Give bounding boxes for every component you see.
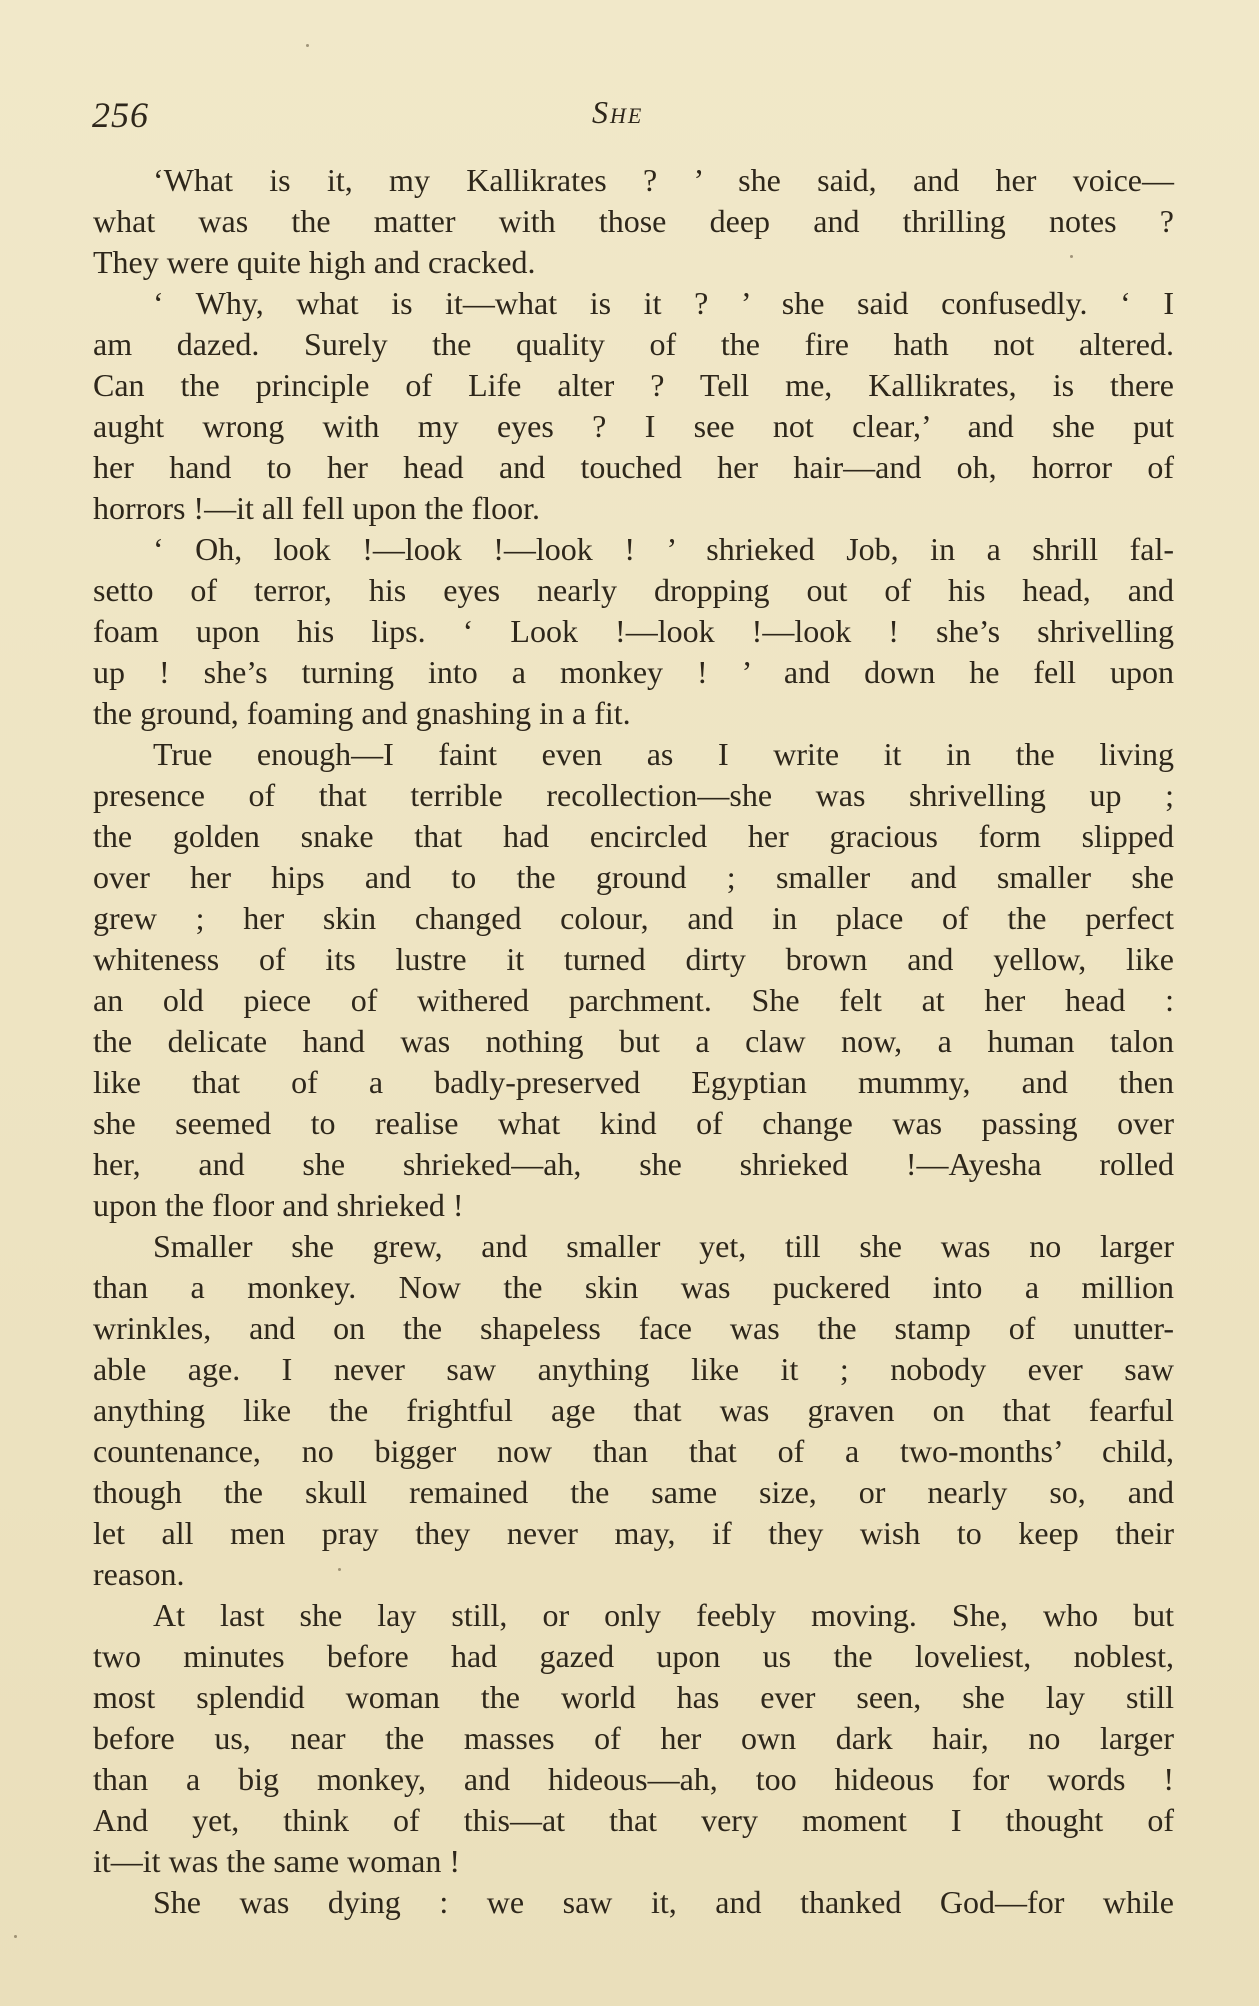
text-line: setto of terror, his eyes nearly dropping out of his head, and: [93, 572, 1174, 608]
paper-speck: [1070, 255, 1073, 258]
text-line: aught wrong with my eyes ? I see not clear,’ and she put: [93, 408, 1174, 444]
text-line: ‘What is it, my Kallikrates ? ’ she said, and her voice—: [153, 162, 1174, 198]
page-number: 256: [92, 95, 149, 135]
text-line: the golden snake that had encircled her gracious form slipped: [93, 818, 1174, 854]
text-line: And yet, think of this—at that very moment I thought of: [93, 1802, 1174, 1838]
text-line: than a big monkey, and hideous—ah, too hideous for words !: [93, 1761, 1174, 1797]
text-line: like that of a badly-preserved Egyptian mummy, and then: [93, 1064, 1174, 1100]
text-line: her, and she shrieked—ah, she shrieked !—Ayesha rolled: [93, 1146, 1174, 1182]
text-line: countenance, no bigger now than that of a two-months’ child,: [93, 1433, 1174, 1469]
text-line: ‘ Oh, look !—look !—look ! ’ shrieked Job, in a shrill fal-: [153, 531, 1174, 567]
text-line: the ground, foaming and gnashing in a fit.: [93, 695, 631, 731]
text-line: Smaller she grew, and smaller yet, till she was no larger: [153, 1228, 1174, 1264]
text-line: True enough—I faint even as I write it in the living: [153, 736, 1174, 772]
text-line: presence of that terrible recollection—she was shrivelling up ;: [93, 777, 1174, 813]
text-line: before us, near the masses of her own dark hair, no larger: [93, 1720, 1174, 1756]
text-line: able age. I never saw anything like it ; nobody ever saw: [93, 1351, 1174, 1387]
text-line: am dazed. Surely the quality of the fire hath not altered.: [93, 326, 1174, 362]
text-line: it—it was the same woman !: [93, 1843, 461, 1879]
paper-speck: [14, 1935, 17, 1938]
text-line: the delicate hand was nothing but a claw now, a human talon: [93, 1023, 1174, 1059]
text-line: two minutes before had gazed upon us the loveliest, noblest,: [93, 1638, 1174, 1674]
text-line: up ! she’s turning into a monkey ! ’ and down he fell upon: [93, 654, 1174, 690]
text-line: let all men pray they never may, if they wish to keep their: [93, 1515, 1174, 1551]
text-line: reason.: [93, 1556, 185, 1592]
text-line: At last she lay still, or only feebly moving. She, who but: [153, 1597, 1174, 1633]
text-line: though the skull remained the same size, or nearly so, and: [93, 1474, 1174, 1510]
body-text: [93, 160, 1174, 1923]
text-line: anything like the frightful age that was graven on that fearful: [93, 1392, 1174, 1428]
text-line: over her hips and to the ground ; smaller and smaller she: [93, 859, 1174, 895]
text-line: foam upon his lips. ‘ Look !—look !—look ! she’s shrivelling: [93, 613, 1174, 649]
text-line: she seemed to realise what kind of change was passing over: [93, 1105, 1174, 1141]
text-line: her hand to her head and touched her hair—and oh, horror of: [93, 449, 1174, 485]
text-line: than a monkey. Now the skin was puckered into a million: [93, 1269, 1174, 1305]
text-line: an old piece of withered parchment. She felt at her head :: [93, 982, 1174, 1018]
text-line: wrinkles, and on the shapeless face was the stamp of unutter-: [93, 1310, 1174, 1346]
paper-speck: [338, 1568, 341, 1571]
text-line: She was dying : we saw it, and thanked God—for while: [153, 1884, 1174, 1920]
running-head: She: [592, 94, 644, 130]
text-line: horrors !—it all fell upon the floor.: [93, 490, 541, 526]
text-line: whiteness of its lustre it turned dirty brown and yellow, like: [93, 941, 1174, 977]
text-line: grew ; her skin changed colour, and in place of the perfect: [93, 900, 1174, 936]
text-line: Can the principle of Life alter ? Tell me, Kallikrates, is there: [93, 367, 1174, 403]
paper-speck: [306, 44, 309, 47]
page-header: [92, 94, 1177, 144]
text-line: what was the matter with those deep and thrilling notes ?: [93, 203, 1174, 239]
text-line: They were quite high and cracked.: [93, 244, 536, 280]
text-line: ‘ Why, what is it—what is it ? ’ she said confusedly. ‘ I: [153, 285, 1174, 321]
text-line: upon the floor and shrieked !: [93, 1187, 464, 1223]
text-line: most splendid woman the world has ever seen, she lay still: [93, 1679, 1174, 1715]
